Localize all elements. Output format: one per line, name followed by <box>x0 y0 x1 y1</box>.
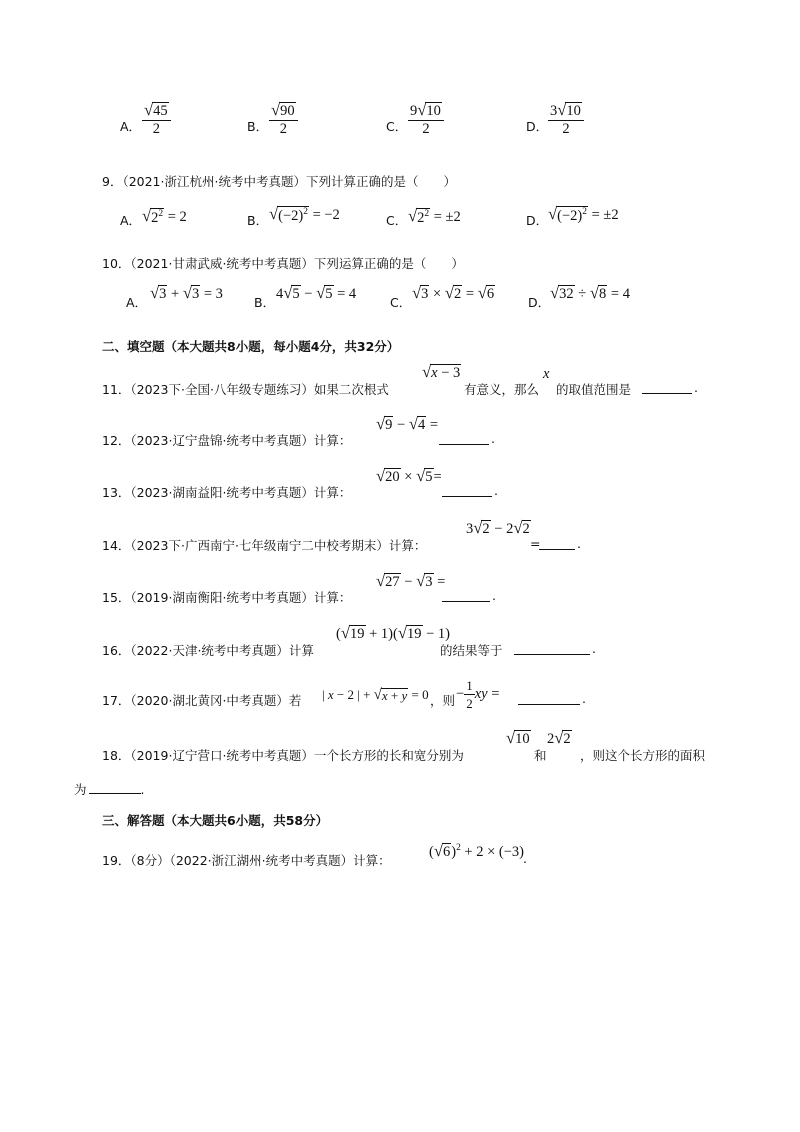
q16 <box>102 623 752 658</box>
q15-end: . <box>492 588 496 603</box>
q10-options <box>126 283 726 309</box>
q16-number: 16． <box>102 643 131 658</box>
q15-expression: √ 27 − √ 3 = <box>376 571 446 590</box>
q8-option-d-math: 3 √ 10 2 <box>548 102 584 138</box>
q8-option-a-label: A． <box>120 119 142 134</box>
q14-end: . <box>577 536 581 551</box>
q11 <box>102 362 752 397</box>
q12-stem: 计算： <box>313 433 352 448</box>
q10-number: 10． <box>102 256 131 271</box>
q16-pre: 计算 <box>288 643 314 658</box>
q9-text: 下列计算正确的是（ ） <box>305 174 456 189</box>
q17 <box>102 677 752 711</box>
q15 <box>102 571 752 605</box>
q16-expression: ( √ 19 + 1)( √ 19 − 1) <box>336 623 451 642</box>
q10-option-a-label: A． <box>126 295 148 310</box>
q11-post: 的取值范围是 <box>556 382 632 397</box>
q8-option-c-label: C． <box>386 119 408 134</box>
q16-source: （2022·天津·统考中考真题） <box>130 643 289 658</box>
q11-x: x <box>543 366 550 382</box>
q8-option-c-math: 9 √ 10 2 <box>408 102 444 138</box>
q19-end: . <box>523 851 527 866</box>
q12 <box>102 414 752 448</box>
q11-mid: 有意义，那么 <box>464 382 540 397</box>
q12-expression: √ 9 − √ 4 = <box>376 414 439 433</box>
section-3-heading: 三、解答题（本大题共6小题，共58分） <box>102 813 329 828</box>
q19-stem: 计算： <box>353 853 391 868</box>
q11-end: . <box>694 380 698 395</box>
q19 <box>102 843 752 873</box>
q8-option-b-label: B． <box>247 119 269 134</box>
q15-stem: 计算： <box>313 590 352 605</box>
q14-expression: 3 √ 2 − 2 √ 2 <box>466 518 530 537</box>
q9-number: 9． <box>102 174 123 189</box>
q10-option-d-math: √ 32 ÷ √ 8 = 4 <box>550 283 630 302</box>
q12-answer-blank[interactable] <box>439 432 489 445</box>
q10-option-b-label: B． <box>254 295 276 310</box>
q18-pre: 一个长方形的长和宽分别为 <box>313 748 464 763</box>
q16-post: 的结果等于 <box>440 643 503 658</box>
q18-length: √ 10 <box>506 728 530 747</box>
q19-expression: ( √ 6 )$^2$ + 2 × (−3) <box>429 841 524 861</box>
q13-expression: √ 20 × √ 5 = <box>376 466 442 485</box>
q11-source: （2023下·全国·八年级专题练习） <box>130 382 314 397</box>
q14-answer-blank[interactable] <box>539 537 575 550</box>
q9-options <box>120 206 720 232</box>
q11-answer-blank[interactable] <box>642 381 692 394</box>
q10-option-b-math: 4 √ 5 − √ 5 = 4 <box>276 283 357 302</box>
q15-answer-blank[interactable] <box>442 589 490 602</box>
q18-width: 2 √ 2 <box>547 728 571 747</box>
q15-number: 15． <box>102 590 131 605</box>
q14 <box>102 518 752 553</box>
q10-stem <box>102 254 464 272</box>
q8-option-d-label: D． <box>526 119 549 134</box>
q18-line2-text: 为 <box>74 782 87 797</box>
q9-option-c-label: C． <box>386 213 408 228</box>
q8-option-b-math: √ 90 2 <box>269 102 298 138</box>
q12-end: . <box>491 431 495 446</box>
q13-end: . <box>494 483 498 498</box>
q8-options <box>120 102 720 146</box>
q14-equals: = <box>530 536 541 551</box>
q18 <box>102 728 762 763</box>
q13 <box>102 466 752 500</box>
q17-mid: ，则 <box>430 693 456 708</box>
q9-option-c-math: √ $2^2$ = ±2 <box>408 206 461 227</box>
q10-option-a-math: √ 3 + √ 3 = 3 <box>150 283 223 302</box>
q19-number: 19． <box>102 853 131 868</box>
q16-end: . <box>592 641 596 656</box>
q18-and: 和 <box>534 748 547 763</box>
q17-expression: − $\frac{1}{2}$ xy = <box>456 678 500 711</box>
q9-option-b-label: B． <box>247 213 269 228</box>
q12-number: 12． <box>102 433 131 448</box>
q10-source: （2021·甘肃武威·统考中考真题） <box>130 256 314 271</box>
q18-end: . <box>140 782 145 797</box>
q14-stem: 计算： <box>388 538 427 553</box>
q13-stem: 计算： <box>313 485 352 500</box>
q10-text: 下列运算正确的是（ ） <box>313 256 464 271</box>
q10-option-c-label: C． <box>390 295 412 310</box>
q14-source: （2023下·广西南宁·七年级南宁二中校考期末） <box>130 538 389 553</box>
q8-option-a-math: √ 45 2 <box>142 102 171 138</box>
q9-option-a-label: A． <box>120 213 142 228</box>
q19-points: （8分） <box>130 853 170 868</box>
q10-option-d-label: D． <box>528 295 551 310</box>
q17-source: （2020·湖北黄冈·中考真题） <box>130 693 289 708</box>
q9-option-b-math: √ $(-2)^2$ = −2 <box>269 204 340 225</box>
q17-pre: 若 <box>288 693 302 708</box>
q17-condition: | x − 2 | + √ x + y = 0 <box>322 687 429 703</box>
q18-answer-blank[interactable] <box>89 781 141 794</box>
q13-number: 13． <box>102 485 131 500</box>
q11-number: 11． <box>102 382 131 397</box>
q18-number: 18． <box>102 748 131 763</box>
q10-option-c-math: √ 3 × √ 2 = √ 6 <box>412 283 495 302</box>
q13-source: （2023·湖南益阳·统考中考真题） <box>130 485 314 500</box>
q15-source: （2019·湖南衡阳·统考中考真题） <box>130 590 314 605</box>
q13-answer-blank[interactable] <box>442 484 492 497</box>
q17-end: . <box>582 691 586 706</box>
q16-answer-blank[interactable] <box>514 642 590 655</box>
q9-option-a-math: √ $2^2$ = 2 <box>142 206 187 227</box>
q12-source: （2023·辽宁盘锦·统考中考真题） <box>130 433 314 448</box>
q9-option-d-math: √ $(-2)^2$ = ±2 <box>548 204 619 225</box>
q14-number: 14． <box>102 538 131 553</box>
q18-source: （2019·辽宁营口·统考中考真题） <box>130 748 314 763</box>
q19-source: （2022·浙江湖州·统考中考真题） <box>169 853 354 868</box>
q18-line2 <box>74 780 145 798</box>
q11-radical: √ x − 3 <box>422 362 461 381</box>
section-2-heading: 二、填空题（本大题共8小题，每小题4分，共32分） <box>102 339 400 354</box>
q17-number: 17． <box>102 693 131 708</box>
q9-stem <box>102 172 456 190</box>
q11-pre: 如果二次根式 <box>313 382 389 397</box>
q9-option-d-label: D． <box>526 213 549 228</box>
q17-answer-blank[interactable] <box>518 692 580 705</box>
q18-post: ，则这个长方形的面积 <box>580 748 706 763</box>
q9-source: （2021·浙江杭州·统考中考真题） <box>122 174 306 189</box>
